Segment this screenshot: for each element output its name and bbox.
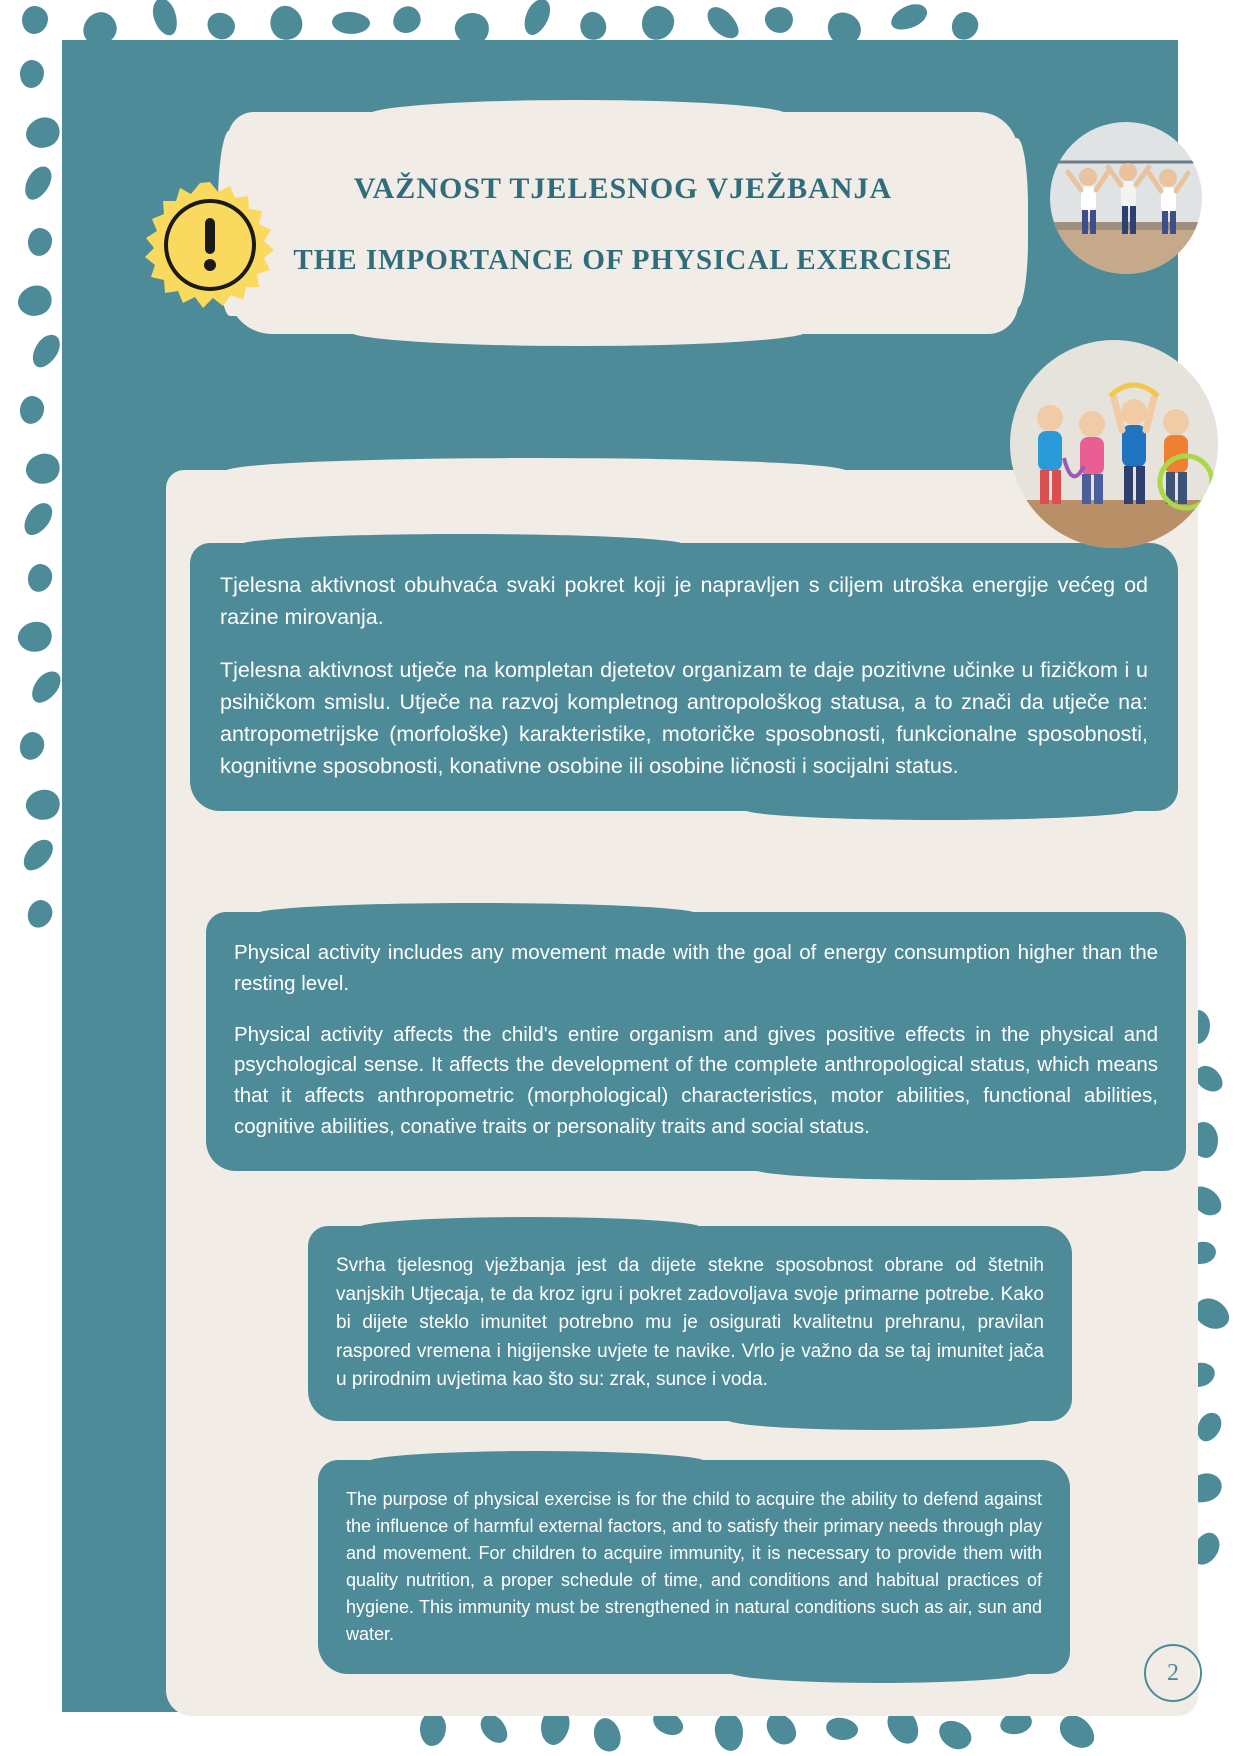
decorative-dot — [26, 666, 66, 708]
decorative-dot — [19, 162, 57, 204]
decorative-dot — [575, 8, 611, 45]
decorative-dot — [331, 10, 371, 35]
decorative-dot — [26, 562, 54, 593]
children-with-equipment-photo — [1010, 340, 1218, 548]
decorative-dot — [639, 3, 676, 42]
decorative-dot — [887, 0, 930, 34]
decorative-dot — [824, 1715, 860, 1743]
decorative-dot — [17, 730, 46, 762]
page-title-english: THE IMPORTANCE OF PHYSICAL EXERCISE — [293, 244, 953, 276]
decorative-dot — [21, 112, 65, 155]
decorative-dot — [149, 0, 181, 38]
children-stretching-photo — [1050, 122, 1202, 274]
title-card — [228, 112, 1018, 334]
decorative-dot — [22, 786, 63, 825]
decorative-dot — [27, 227, 52, 256]
paragraph: Physical activity affects the child's entire organism and gives positive effects in the physical and psychological sense. It affects the development of the complete anthropological status, which means that it affects anthropometric (morphological) characteristics, motor abilities, functional abilities, cognitive abilities, conative traits or personality traits and social status. — [234, 1022, 1158, 1138]
decorative-dot — [27, 330, 66, 372]
decorative-dot — [22, 6, 48, 34]
page-title-croatian: VAŽNOST TJELESNOG VJEŽBANJA — [353, 172, 893, 205]
decorative-dot — [21, 449, 64, 490]
paragraph: Tjelesna aktivnost utječe na kompletan djetetov organizam te daje pozitivne učinke u fizičkom i u psihičkom smislu. Utječe na razvoj kompletnog antropološkog statusa, a to znači da utječe na: antropometrijske (morfološke) karakteristike, motoričke sposobnosti, funkcionalne sposobnosti, kognitivne sposobnosti, konativne osobine ili osobine ličnosti i socijalni status. — [220, 657, 1148, 779]
paragraph: The purpose of physical exercise is for the child to acquire the ability to defend against the influence of harmful external factors, and to satisfy their primary needs through play and movement. For children to acquire immunity, it is necessary to provide them with quality nutrition, a proper schedule of time, and conditions and habitual practices of hygiene. This immunity must be strengthened in natural conditions such as air, sun and water. — [346, 1489, 1042, 1644]
decorative-dot — [764, 6, 795, 35]
decorative-dot — [13, 280, 57, 322]
text-block-english-definition — [206, 912, 1186, 1171]
decorative-dot — [18, 498, 58, 540]
decorative-dot — [519, 0, 555, 39]
decorative-dot — [589, 1714, 625, 1755]
text-block-croatian-definition — [190, 543, 1178, 811]
decorative-dot — [702, 2, 744, 45]
decorative-dot — [203, 9, 238, 43]
decorative-dot — [14, 617, 56, 657]
paragraph: Physical activity includes any movement made with the goal of energy consumption higher than the resting level. — [234, 941, 1158, 995]
paragraph: Tjelesna aktivnost obuhvaća svaki pokret koji je napravljen s ciljem utroška energije većeg od razine mirovanja. — [220, 573, 1148, 630]
decorative-dot — [934, 1716, 976, 1755]
decorative-dot — [949, 9, 981, 43]
decorative-dot — [420, 1712, 446, 1746]
exclamation-badge — [144, 180, 276, 312]
decorative-dot — [388, 1, 426, 39]
text-block-croatian-purpose — [308, 1226, 1072, 1421]
decorative-dot — [713, 1712, 744, 1752]
title-card-bottom-bump — [348, 316, 808, 346]
decorative-dot — [20, 60, 44, 88]
paragraph: Svrha tjelesnog vježbanja jest da dijete stekne sposobnost obrane od štetnih vanjskih Utjecaja, te da kroz igru i pokret zadovoljava svoje primarne potrebe. Kako bi dijete steklo imunitet potrebno mu je osigurati kvalitetnu prehranu, pravilan raspored vremena i higijenske uvjete te navike. Vrlo je važno da se taj imunitet jača u prirodnim uvjetima kao što su: zrak, sunce i voda. — [336, 1255, 1044, 1390]
page-number: 2 — [1144, 1644, 1202, 1702]
text-block-english-purpose — [318, 1460, 1070, 1674]
page-panel — [62, 40, 1178, 1712]
decorative-dot — [19, 395, 46, 425]
decorative-dot — [25, 897, 55, 930]
decorative-dot — [18, 834, 59, 875]
